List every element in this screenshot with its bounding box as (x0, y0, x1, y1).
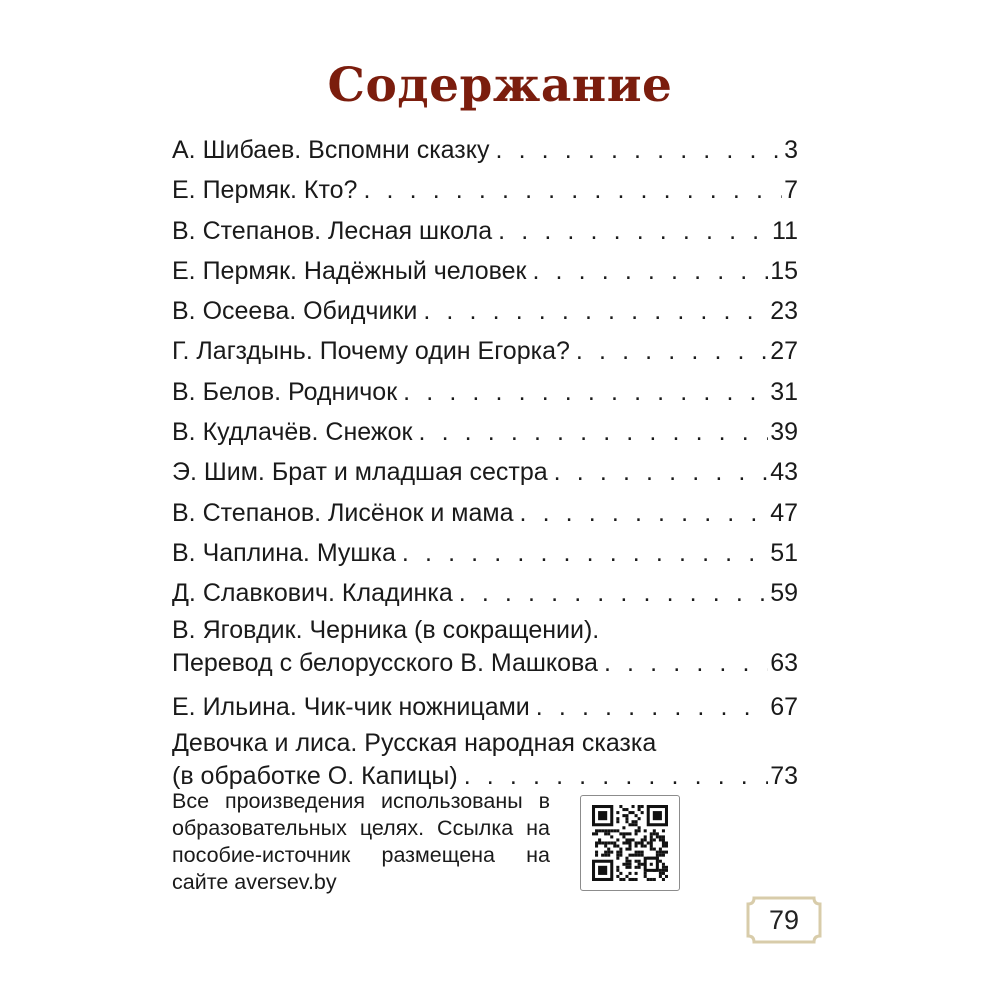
dot-leader (604, 647, 768, 680)
toc-entry-page: 39 (770, 418, 798, 447)
qr-code-icon[interactable] (580, 795, 680, 891)
dot-leader (363, 170, 782, 210)
toc-entry-title: В. Степанов. Лесная школа (172, 216, 493, 245)
toc-entry-title: Е. Пермяк. Кто? (172, 176, 358, 205)
toc-entry-page: 23 (770, 297, 798, 326)
toc-entry-title: Е. Пермяк. Надёжный человек (172, 256, 527, 285)
footnote (172, 788, 550, 896)
page-title: Содержание (327, 58, 673, 113)
dot-leader (495, 130, 782, 170)
toc-entry-title: В. Белов. Родничок (172, 377, 398, 406)
toc-entry-page: 7 (784, 176, 798, 205)
dot-leader (403, 372, 768, 412)
toc-entry-page: 43 (770, 458, 798, 487)
dot-leader (459, 573, 768, 613)
toc-entry-title: В. Осеева. Обидчики (172, 297, 418, 326)
toc-entry[interactable] (172, 727, 798, 793)
toc-entry-page: 3 (784, 136, 798, 164)
toc-entry-title: В. Кудлачёв. Снежок (172, 418, 413, 447)
toc-entry[interactable] (172, 533, 798, 573)
toc-entry-title: В. Степанов. Лисёнок и мама (172, 498, 514, 527)
footnote-line: на пособие-источник размещена (172, 816, 550, 867)
dot-leader (519, 493, 768, 533)
toc-entry-page: 27 (770, 337, 798, 366)
dot-leader (536, 687, 768, 727)
dot-leader (402, 533, 768, 573)
toc-entry[interactable] (172, 372, 798, 412)
toc-entry-page: 67 (770, 692, 798, 721)
toc-entry-title: Д. Славкович. Кладинка (172, 579, 453, 608)
toc-entry[interactable] (172, 614, 798, 680)
toc-entry-title: (в обработке О. Капицы) (172, 761, 458, 790)
dot-leader (554, 452, 769, 492)
dot-leader (498, 211, 770, 251)
toc-entry[interactable] (172, 170, 798, 210)
toc-entry-title: Г. Лагздынь. Почему один Егорка? (172, 337, 570, 366)
toc-entry-page: 51 (770, 538, 798, 567)
toc-entry-page: 59 (770, 579, 798, 608)
toc-entry-page: 63 (770, 648, 798, 677)
toc-entry[interactable] (172, 573, 798, 613)
dot-leader (576, 331, 768, 371)
toc-entry-title-line1: В. Яговдик. Черника (в сокращении). (172, 615, 600, 644)
page-number-badge (744, 894, 824, 946)
toc-entry-page: 11 (772, 216, 798, 245)
toc-entry-title: В. Чаплина. Мушка (172, 538, 396, 567)
toc-entry-title: Е. Ильина. Чик-чик ножницами (172, 692, 530, 721)
dot-leader (532, 251, 768, 291)
toc-entry-title: Перевод с белорусского В. Машкова (172, 648, 598, 677)
toc-entry-page: 31 (770, 377, 798, 406)
footnote-line: Все произведения использованы (172, 789, 523, 813)
toc-entry-title: А. Шибаев. Вспомни сказку (172, 136, 490, 164)
toc-entry[interactable] (172, 251, 798, 291)
footnote-line: в образовательных целях. Ссылка (172, 789, 550, 840)
toc-entry[interactable] (172, 211, 798, 251)
toc-entry-page: 15 (770, 256, 798, 285)
dot-leader (423, 291, 768, 331)
toc-entry[interactable] (172, 130, 798, 170)
table-of-contents (172, 130, 798, 800)
toc-entry[interactable] (172, 452, 798, 492)
qr-code-graphic (592, 805, 668, 881)
toc-entry[interactable] (172, 291, 798, 331)
toc-entry[interactable] (172, 331, 798, 371)
toc-entry[interactable] (172, 687, 798, 727)
dot-leader (418, 412, 768, 452)
toc-entry-page: 47 (770, 498, 798, 527)
toc-entry-title: Э. Шим. Брат и младшая сестра (172, 458, 548, 487)
toc-entry-title-line1: Девочка и лиса. Русская народная сказка (172, 728, 657, 757)
toc-entry-page: 73 (770, 761, 798, 790)
toc-entry[interactable] (172, 493, 798, 533)
page-number: 79 (768, 905, 800, 935)
footnote-line: на сайте aversev.by (172, 843, 550, 894)
toc-entry[interactable] (172, 412, 798, 452)
